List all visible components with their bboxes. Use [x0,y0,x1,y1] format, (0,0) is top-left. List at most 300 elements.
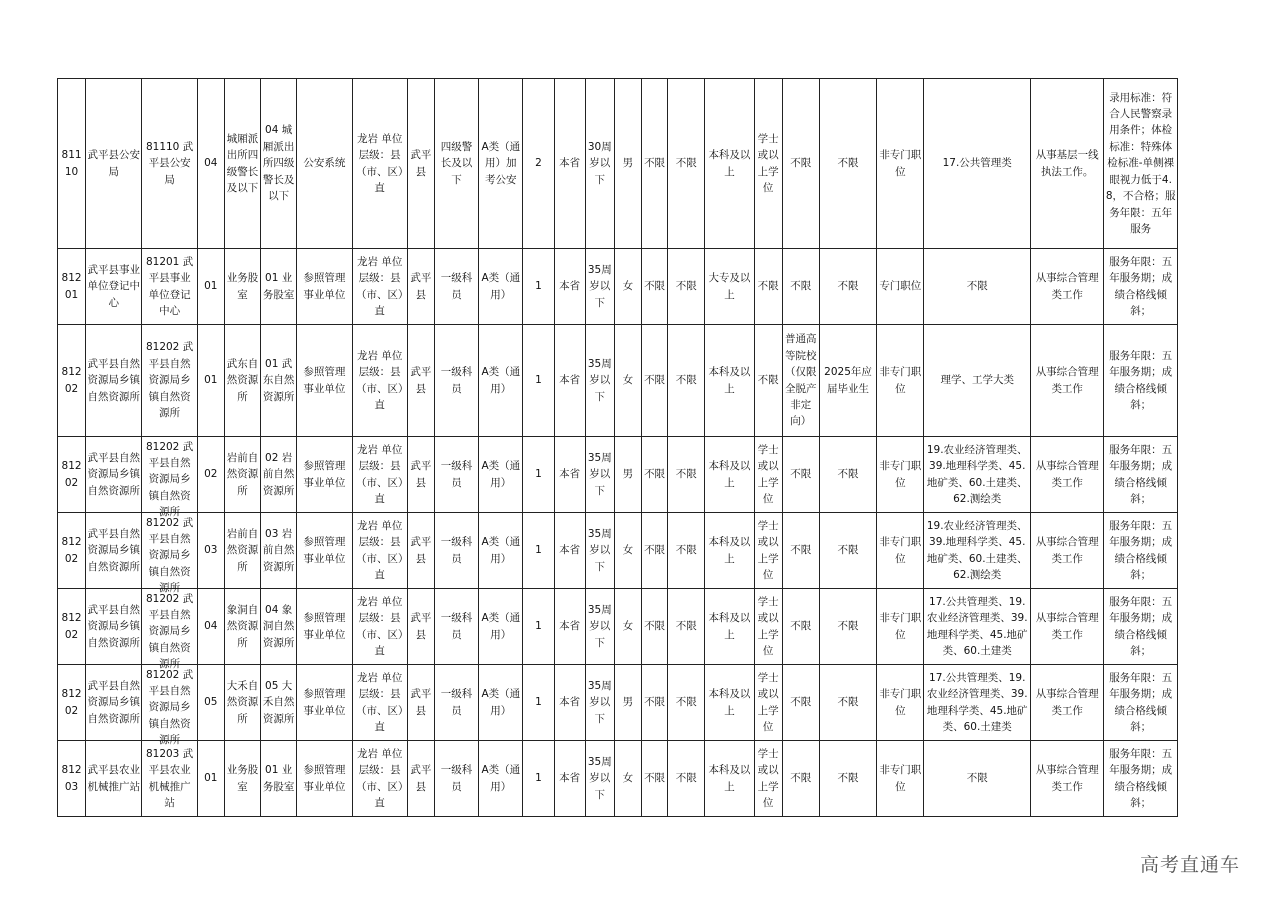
cell-text: 武平县 [410,149,432,178]
cell-text: 业务股室 [226,764,259,793]
cell-text: 81202 武平县自然资源局乡镇自然资源所 [145,668,194,747]
cell-text: 35周岁以下 [587,527,612,573]
cell-department [86,325,142,437]
cell-text: 从事综合管理类工作 [1035,612,1099,641]
cell-position-code [58,513,86,589]
cell-text: 男 [622,157,634,170]
cell-text: A类（通用） [481,366,521,395]
cell-text: 龙岩 单位层级：县（市、区）直 [356,595,404,657]
cell-position-type [877,325,924,437]
cell-text: 不限 [837,772,859,785]
cell-text: 服务年限：五年服务期；成绩合格线倾斜； [1109,747,1173,809]
cell-text: 不限 [790,468,812,481]
cell-position-number [197,741,224,817]
cell-location [407,79,434,249]
cell-job-description [1031,589,1104,665]
cell-text: 不限 [675,468,697,481]
cell-dept-code-name [142,741,197,817]
cell-text: 武平县事业单位登记中心 [87,263,141,309]
cell-school-type [782,249,819,325]
cell-location [407,325,434,437]
cell-political-status [668,741,705,817]
cell-household-scope [554,325,585,437]
cell-unit-level [352,741,407,817]
cell-candidate-type [819,665,876,741]
cell-text: A类（通用）加考公安 [481,140,521,186]
cell-text: 35周岁以下 [587,679,612,725]
cell-text: 一级科员 [440,460,473,489]
cell-gender [614,589,641,665]
cell-education [705,665,754,741]
cell-recruit-count [523,79,554,249]
cell-position-code [58,79,86,249]
cell-household-scope [554,513,585,589]
cell-text: 龙岩 单位层级：县（市、区）直 [356,747,404,809]
cell-political-status [668,325,705,437]
cell-position-code-name [261,665,297,741]
cell-position-number [197,437,224,513]
cell-text: 01 [204,772,218,785]
cell-text: 不限 [644,620,666,633]
cell-exam-category [479,249,523,325]
cell-text: 服务年限：五年服务期；成绩合格线倾斜； [1109,255,1173,317]
cell-text: 本省 [559,620,581,633]
cell-exam-category [479,741,523,817]
cell-text: 从事综合管理类工作 [1035,272,1099,301]
cell-text: 本省 [559,157,581,170]
cell-text: 35周岁以下 [587,451,612,497]
cell-department [86,741,142,817]
cell-position-name [224,325,260,437]
cell-text: 武平县 [410,764,432,793]
cell-text: 本科及以上 [708,536,751,565]
cell-age-limit [585,513,614,589]
cell-position-code-name [261,249,297,325]
cell-text: 不限 [837,620,859,633]
cell-position-code-name [261,513,297,589]
cell-text: 不限 [644,374,666,387]
cell-text: 从事综合管理类工作 [1035,688,1099,717]
cell-text: 不限 [675,157,697,170]
cell-position-type [877,589,924,665]
cell-text: 参照管理事业单位 [303,536,346,565]
cell-text: 非专门职位 [879,764,922,793]
cell-dept-code-name [142,665,197,747]
cell-text: 学士或以上学位 [757,671,779,733]
cell-unit-nature [297,513,352,589]
cell-recruit-count [523,513,554,589]
cell-text: 不限 [644,696,666,709]
cell-text: 不限 [790,280,812,293]
cell-recruit-count [523,249,554,325]
cell-gender [614,741,641,817]
cell-text: 不限 [675,772,697,785]
cell-text: A类（通用） [481,612,521,641]
cell-text: 一级科员 [440,688,473,717]
cell-text: 龙岩 单位层级：县（市、区）直 [356,349,404,411]
cell-major [924,589,1031,665]
cell-department [86,79,142,249]
cell-position-type [877,249,924,325]
cell-text: 81110 武平县公安局 [145,140,194,186]
cell-text: 本省 [559,544,581,557]
cell-position-number [197,513,224,589]
cell-gender [614,79,641,249]
cell-text: 不限 [837,468,859,481]
cell-text: A类（通用） [481,460,521,489]
cell-ethnicity [642,589,668,665]
cell-age-limit [585,325,614,437]
cell-gender [614,249,641,325]
cell-text: 81202 武平县自然资源局乡镇自然资源所 [145,440,194,519]
cell-text: 本省 [559,374,581,387]
cell-text: 岩前自然资源所 [226,527,259,573]
cell-unit-level [352,79,407,249]
cell-school-type [782,513,819,589]
cell-text: 04 城厢派出所四级警长及以下 [262,124,295,203]
cell-text: 一级科员 [440,764,473,793]
cell-text: 武平县 [410,536,432,565]
cell-candidate-type [819,249,876,325]
cell-text: 武平县 [410,272,432,301]
cell-text: 本省 [559,696,581,709]
cell-text: 04 [204,620,218,633]
cell-unit-level [352,513,407,589]
cell-position-code-name [261,79,297,249]
cell-education [705,589,754,665]
cell-recruit-count [523,741,554,817]
cell-household-scope [554,589,585,665]
cell-text: 录用标准：符合人民警察录用条件；体检标准：特殊体检标准-单侧裸眼视力低于4.8，不合格；服务年限：五年服务 [1105,91,1176,235]
cell-text: 非专门职位 [879,366,922,395]
cell-dept-code-name [142,79,197,249]
cell-text: 81202 [61,688,82,717]
cell-position-rank [434,437,478,513]
cell-school-type [782,665,819,741]
cell-job-description [1031,79,1104,249]
cell-text: 81110 [61,149,82,178]
cell-text: 不限 [790,544,812,557]
cell-major [924,79,1031,249]
cell-position-code [58,437,86,513]
cell-age-limit [585,665,614,741]
cell-text: 服务年限：五年服务期；成绩合格线倾斜； [1109,671,1173,733]
cell-remarks [1104,437,1178,513]
cell-text: 81202 武平县自然资源局乡镇自然资源所 [145,592,194,671]
cell-text: 不限 [790,620,812,633]
cell-text: 不限 [790,772,812,785]
cell-text: 1 [535,772,542,785]
cell-text: 2025年应届毕业生 [824,366,872,395]
cell-text: 不限 [966,772,988,785]
cell-position-code-name [261,741,297,817]
cell-job-description [1031,437,1104,513]
cell-age-limit [585,249,614,325]
recruitment-table [57,78,1178,817]
cell-text: 不限 [675,696,697,709]
cell-text: 一级科员 [440,366,473,395]
cell-text: 参照管理事业单位 [303,688,346,717]
cell-text: 龙岩 单位层级：县（市、区）直 [356,519,404,581]
cell-text: 服务年限：五年服务期；成绩合格线倾斜； [1109,519,1173,581]
cell-text: 从事综合管理类工作 [1035,764,1099,793]
cell-text: 不限 [675,280,697,293]
cell-text: 1 [535,280,542,293]
cell-position-rank [434,325,478,437]
cell-text: 81201 [61,272,82,301]
cell-text: 04 象洞自然资源所 [262,603,295,649]
cell-position-code [58,589,86,665]
cell-text: 81202 [61,612,82,641]
cell-ethnicity [642,249,668,325]
cell-gender [614,325,641,437]
cell-text: 龙岩 单位层级：县（市、区）直 [356,671,404,733]
cell-position-rank [434,665,478,741]
cell-position-name [224,741,260,817]
cell-text: 岩前自然资源所 [226,451,259,497]
cell-text: 公安系统 [303,157,346,170]
cell-school-type [782,79,819,249]
cell-text: 业务股室 [226,272,259,301]
cell-text: 学士或以上学位 [757,747,779,809]
cell-text: 1 [535,468,542,481]
cell-remarks [1104,741,1178,817]
cell-text: 81202 武平县自然资源局乡镇自然资源所 [145,341,194,420]
cell-text: 05 大禾自然资源所 [262,679,295,725]
cell-text: 01 [204,280,218,293]
cell-text: 17.公共管理类 [942,157,1012,170]
cell-text: 03 岩前自然资源所 [262,527,295,573]
cell-dept-code-name [142,513,197,595]
cell-text: 不限 [644,280,666,293]
cell-ethnicity [642,665,668,741]
cell-text: 象洞自然资源所 [226,603,259,649]
cell-text: 学士或以上学位 [757,519,779,581]
table-row [58,79,1178,249]
cell-text: 不限 [757,374,779,387]
cell-text: 17.公共管理类、19.农业经济管理类、39.地理科学类、45.地矿类、60.土建类 [926,595,1028,657]
cell-exam-category [479,665,523,741]
cell-position-rank [434,249,478,325]
cell-text: 81203 武平县农业机械推广站 [145,747,194,809]
table-row [58,437,1178,513]
cell-text: 女 [622,544,634,557]
cell-text: A类（通用） [481,536,521,565]
cell-text: 35周岁以下 [587,603,612,649]
cell-text: 女 [622,772,634,785]
cell-political-status [668,437,705,513]
cell-gender [614,437,641,513]
cell-political-status [668,79,705,249]
cell-age-limit [585,589,614,665]
cell-unit-nature [297,325,352,437]
cell-text: 武平县 [410,460,432,489]
cell-degree [754,513,782,589]
cell-degree [754,437,782,513]
cell-department [86,513,142,589]
cell-text: 龙岩 单位层级：县（市、区）直 [356,132,404,194]
cell-text: 女 [622,280,634,293]
cell-position-name [224,437,260,513]
cell-text: 非专门职位 [879,612,922,641]
cell-unit-level [352,589,407,665]
cell-text: 城厢派出所四级警长及以下 [226,132,259,194]
cell-text: 非专门职位 [879,460,922,489]
cell-dept-code-name [142,249,197,325]
cell-remarks [1104,589,1178,665]
cell-major [924,437,1031,513]
cell-exam-category [479,437,523,513]
cell-text: 不限 [966,280,988,293]
cell-text: 理学、工学大类 [940,374,1014,387]
cell-text: 本省 [559,772,581,785]
cell-text: 不限 [837,280,859,293]
cell-degree [754,589,782,665]
cell-text: 武平县自然资源局乡镇自然资源所 [87,679,141,725]
cell-age-limit [585,741,614,817]
table-row [58,249,1178,325]
cell-text: 服务年限：五年服务期；成绩合格线倾斜； [1109,349,1173,411]
cell-text: 35周岁以下 [587,357,612,403]
cell-text: 武平县公安局 [87,149,141,178]
cell-position-name [224,513,260,589]
cell-unit-level [352,249,407,325]
cell-text: 03 [204,544,218,557]
cell-political-status [668,249,705,325]
cell-recruit-count [523,665,554,741]
cell-text: 不限 [790,157,812,170]
cell-position-name [224,79,260,249]
cell-text: 1 [535,374,542,387]
cell-text: 81202 武平县自然资源局乡镇自然资源所 [145,516,194,595]
cell-position-type [877,79,924,249]
cell-text: 非专门职位 [879,536,922,565]
cell-text: 本科及以上 [708,366,751,395]
cell-degree [754,741,782,817]
cell-text: 17.公共管理类、19.农业经济管理类、39.地理科学类、45.地矿类、60.土建类 [926,671,1028,733]
cell-ethnicity [642,325,668,437]
cell-gender [614,513,641,589]
cell-text: 参照管理事业单位 [303,612,346,641]
cell-recruit-count [523,437,554,513]
cell-text: 不限 [675,620,697,633]
cell-text: 武平县农业机械推广站 [87,764,141,793]
cell-text: 专门职位 [879,280,922,293]
cell-job-description [1031,513,1104,589]
table-row [58,513,1178,589]
cell-school-type [782,325,819,437]
cell-text: 不限 [644,157,666,170]
cell-position-code-name [261,589,297,665]
cell-position-name [224,249,260,325]
cell-major [924,665,1031,741]
cell-ethnicity [642,741,668,817]
cell-text: 武平县 [410,612,432,641]
cell-exam-category [479,79,523,249]
cell-education [705,741,754,817]
cell-text: 不限 [837,544,859,557]
cell-age-limit [585,79,614,249]
cell-position-code [58,665,86,741]
cell-text: 武东自然资源所 [226,357,259,403]
cell-text: 武平县自然资源局乡镇自然资源所 [87,527,141,573]
cell-text: 从事基层一线执法工作。 [1035,149,1099,178]
cell-unit-level [352,665,407,741]
cell-text: 从事综合管理类工作 [1035,460,1099,489]
cell-text: 本省 [559,468,581,481]
cell-text: 武平县自然资源局乡镇自然资源所 [87,357,141,403]
cell-text: 服务年限：五年服务期；成绩合格线倾斜； [1109,443,1173,505]
cell-job-description [1031,741,1104,817]
cell-text: 19.农业经济管理类、39.地理科学类、45.地矿类、60.土建类、62.测绘类 [926,519,1028,581]
cell-unit-nature [297,589,352,665]
cell-text: 本省 [559,280,581,293]
cell-dept-code-name [142,589,197,671]
cell-school-type [782,741,819,817]
cell-location [407,665,434,741]
cell-text: 非专门职位 [879,688,922,717]
cell-remarks [1104,79,1178,249]
cell-text: 女 [622,374,634,387]
cell-text: 非专门职位 [879,149,922,178]
table-body [58,79,1178,817]
cell-education [705,249,754,325]
cell-text: 81201 武平县事业单位登记中心 [145,255,194,317]
cell-position-rank [434,79,478,249]
cell-text: 参照管理事业单位 [303,272,346,301]
cell-text: 参照管理事业单位 [303,366,346,395]
cell-text: 武平县 [410,366,432,395]
cell-department [86,589,142,665]
cell-text: 学士或以上学位 [757,595,779,657]
cell-education [705,79,754,249]
cell-text: 普通高等院校（仅限全脱产非定向） [785,333,817,428]
cell-position-number [197,589,224,665]
cell-text: 不限 [644,468,666,481]
cell-recruit-count [523,325,554,437]
cell-political-status [668,513,705,589]
cell-political-status [668,665,705,741]
cell-candidate-type [819,79,876,249]
cell-unit-level [352,325,407,437]
cell-remarks [1104,249,1178,325]
cell-position-number [197,665,224,741]
cell-text: 04 [204,157,218,170]
cell-position-rank [434,513,478,589]
cell-text: 本科及以上 [708,612,751,641]
cell-candidate-type [819,589,876,665]
cell-text: 四级警长及以下 [440,140,473,186]
cell-text: 35周岁以下 [587,263,612,309]
cell-household-scope [554,79,585,249]
cell-text: 龙岩 单位层级：县（市、区）直 [356,255,404,317]
cell-text: 参照管理事业单位 [303,460,346,489]
cell-text: 不限 [644,544,666,557]
cell-text: 30周岁以下 [587,140,612,186]
cell-education [705,325,754,437]
cell-unit-nature [297,665,352,741]
cell-job-description [1031,665,1104,741]
cell-position-code [58,741,86,817]
cell-text: 1 [535,544,542,557]
cell-text: 武平县自然资源局乡镇自然资源所 [87,603,141,649]
cell-unit-level [352,437,407,513]
cell-text: 男 [622,468,634,481]
cell-household-scope [554,437,585,513]
cell-candidate-type [819,741,876,817]
cell-text: 学士或以上学位 [757,443,779,505]
cell-location [407,437,434,513]
